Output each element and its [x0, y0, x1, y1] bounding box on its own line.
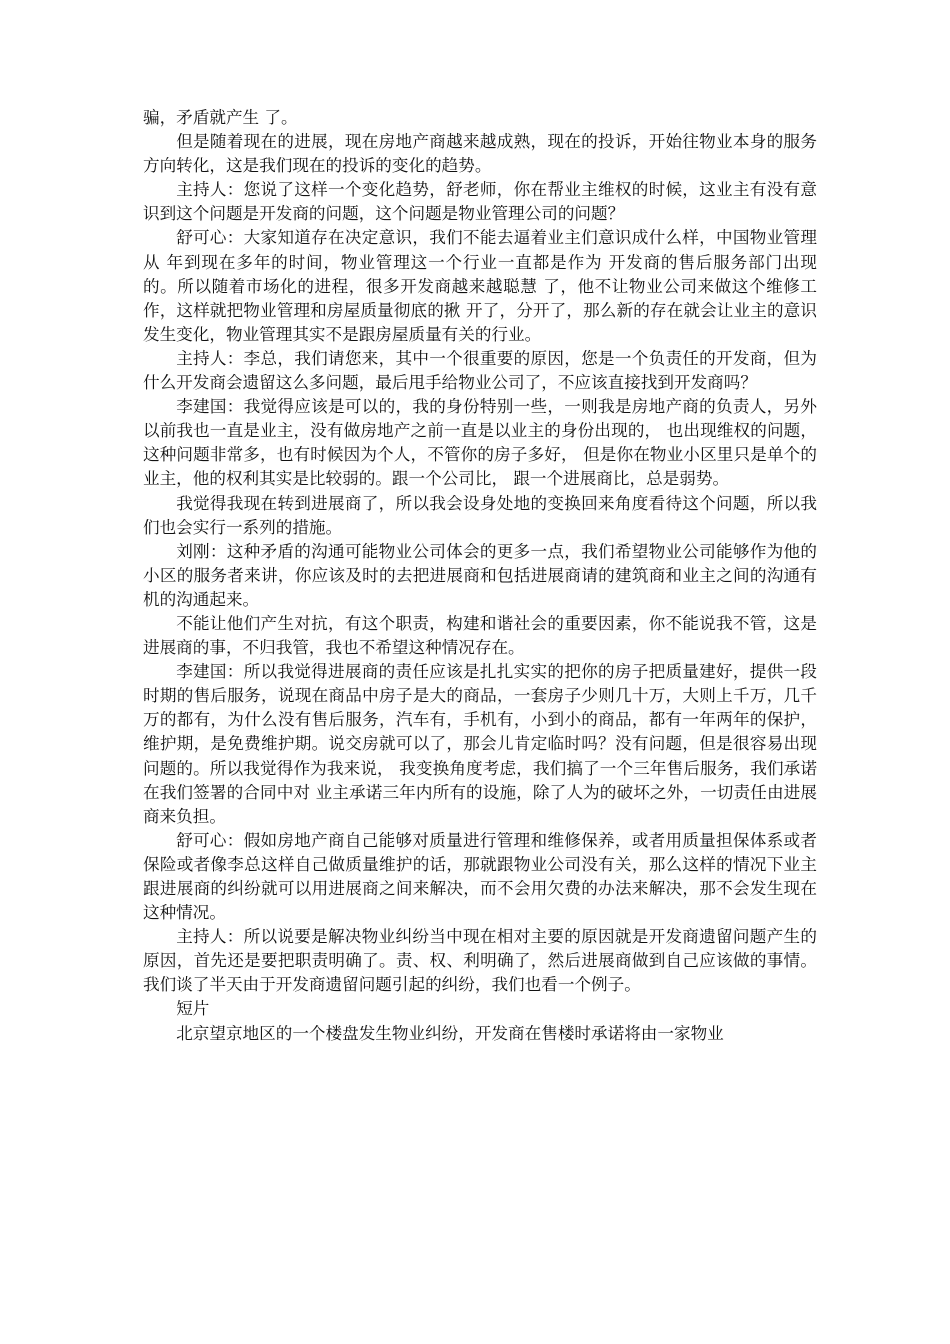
paragraph-11: 舒可心：假如房地产商自己能够对质量进行管理和维修保养，或者用质量担保体系或者保险或者像李总这样自己做质量维护的话，那就跟物业公司没有关，那么这样的情况下业主跟进展商的纠纷就可以用进展商之间来解决，而不会用欠费的办法来解决，那不会发生现在这种情况。 — [143, 830, 817, 923]
document-body — [143, 106, 817, 1046]
paragraph-10: 李建国：所以我觉得进展商的责任应该是扎扎实实的把你的房子把质量建好，提供一段时期的售后服务，说现在商品中房子是大的商品，一套房子少则几十万，大则上千万，几千万的都有，为什么没有售后服务，汽车有，手机有，小到小的商品，都有一年两年的保护，维护期，是免费维护期。说交房就可以了，那会儿肯定临时吗？没有问题，但是很容易出现问题的。所以我觉得作为我来说， 我变换角度考虑，我们搞了一个三年售后服务，我们承诺在我们签署的合同中对 业主承诺三年内所有的设施，除了人为的破坏之外，一切责任由进展商来负担。 — [143, 662, 817, 826]
paragraph-5: 主持人：李总，我们请您来，其中一个很重要的原因，您是一个负责任的开发商，但为什么开发商会遗留这么多问题，最后甩手给物业公司了，不应该直接找到开发商吗？ — [143, 348, 817, 393]
paragraph-6: 李建国：我觉得应该是可以的，我的身份特别一些，一则我是房地产商的负责人，另外以前我也一直是业主，没有做房地产之前一直是以业主的身份出现的， 也出现维权的问题，这种问题非常多，也有时候因为个人，不管你的房子多好， 但是你在物业小区里只是单个的业主，他的权利其实是比较弱的。跟一个公司比， 跟一个进展商比，总是弱势。 — [143, 397, 817, 489]
paragraph-14: 北京望京地区的一个楼盘发生物业纠纷，开发商在售楼时承诺将由一家物业 — [176, 1023, 724, 1043]
paragraph-9: 不能让他们产生对抗，有这个职责，构建和谐社会的重要因素，你不能说我不管，这是进展商的事，不归我管，我也不希望这种情况存在。 — [143, 613, 817, 658]
paragraph-4: 舒可心：大家知道存在决定意识，我们不能去逼着业主们意识成什么样，中国物业管理从 年到现在多年的时间，物业管理这一个行业一直都是作为 开发商的售后服务部门出现的。所以随着市场化的进程，很多开发商越来越聪慧 了，他不让物业公司来做这个维修工作，这样就把物业管理和房屋质量彻底的揪 开了，分开了，那么新的存在就会让业主的意识发生变化，物业管理其实不是跟房屋质量有关的行业。 — [143, 228, 817, 344]
paragraph-13: 短片 — [176, 999, 210, 1019]
paragraph-7: 我觉得我现在转到进展商了，所以我会设身处地的变换回来角度看待这个问题，所以我们也会实行一系列的措施。 — [143, 493, 817, 537]
paragraph-1: 骗，矛盾就产生 了。 — [143, 108, 298, 127]
paragraph-8: 刘刚：这种矛盾的沟通可能物业公司体会的更多一点，我们希望物业公司能够作为他的小区的服务者来讲，你应该及时的去把进展商和包括进展商请的建筑商和业主之间的沟通有机的沟通起来。 — [143, 541, 817, 609]
paragraph-12: 主持人：所以说要是解决物业纠纷当中现在相对主要的原因就是开发商遗留问题产生的原因，首先还是要把职责明确了。责、权、利明确了，然后进展商做到自己应该做的事情。我们谈了半天由于开发商遗留问题引起的纠纷，我们也看一个例子。 — [143, 927, 817, 995]
paragraph-2: 但是随着现在的进展，现在房地产商越来越成熟，现在的投诉，开始往物业本身的服务方向转化，这是我们现在的投诉的变化的趋势。 — [143, 132, 817, 176]
paragraph-3: 主持人：您说了这样一个变化趋势，舒老师，你在帮业主维权的时候，这业主有没有意识到这个问题是开发商的问题，这个问题是物业管理公司的问题？ — [143, 180, 817, 224]
